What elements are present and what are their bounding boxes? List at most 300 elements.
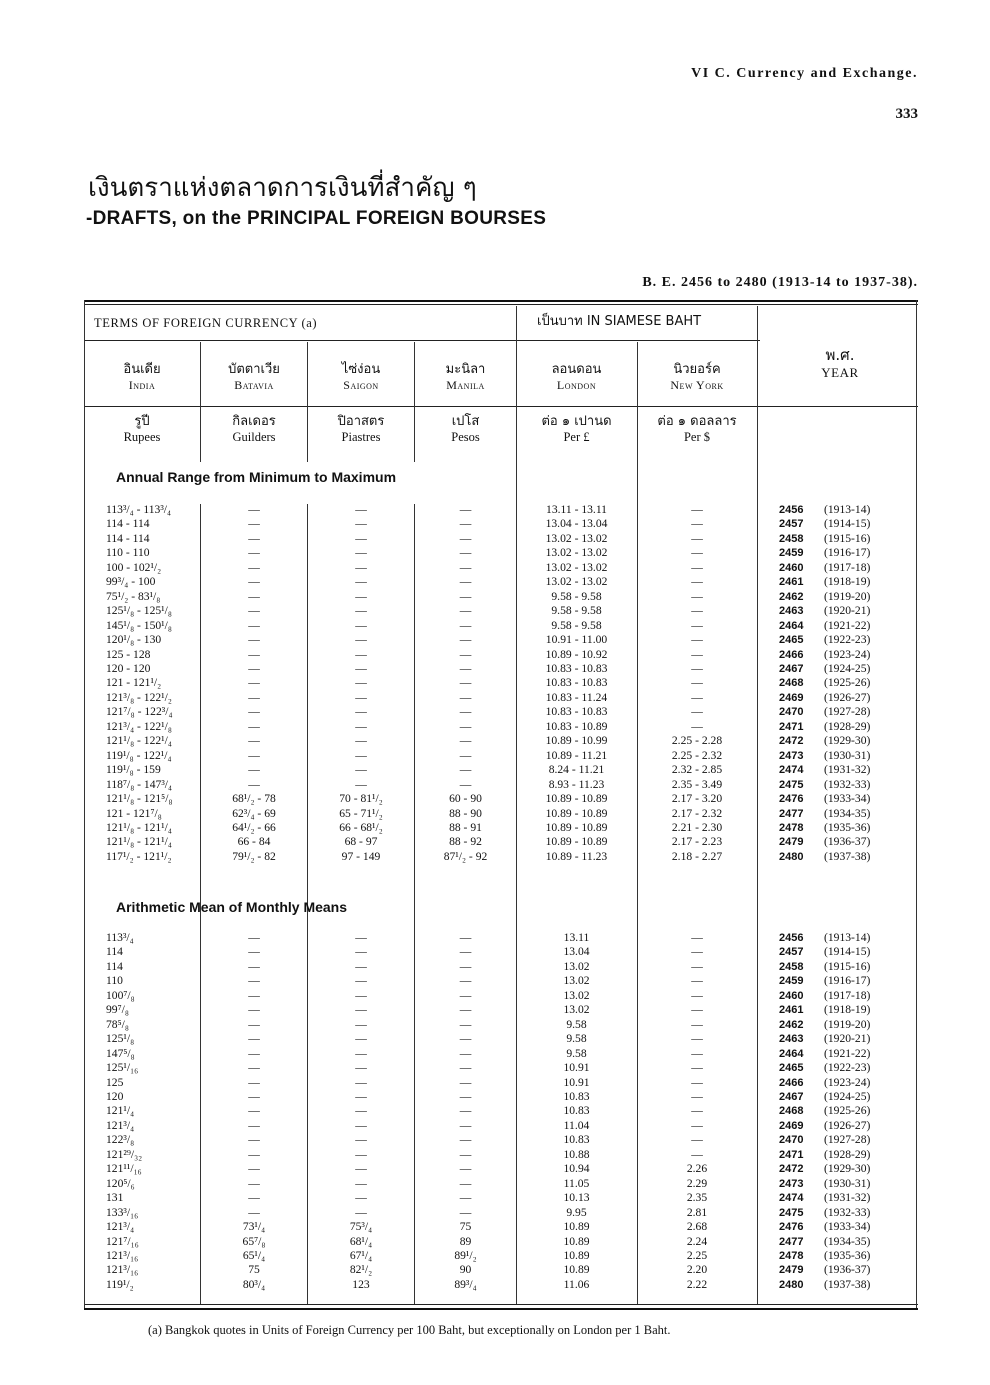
table-cell: 10.83 <box>563 1133 590 1147</box>
table-cell: 89¹/₂ <box>454 1248 477 1262</box>
year-ce: (1923-24) <box>824 1075 871 1089</box>
column-header-thai: มะนิลา <box>445 362 486 377</box>
table-cell: 10.89 - 10.89 <box>545 792 608 806</box>
header-year-label: YEAR <box>821 364 859 380</box>
year-ce: (1934-35) <box>824 806 871 820</box>
table-cell: — <box>355 1162 367 1176</box>
table-cell: — <box>248 1133 260 1147</box>
rule-header-2 <box>84 406 918 407</box>
table-cell: 10.89 <box>563 1263 590 1277</box>
year-ce: (1917-18) <box>824 560 871 574</box>
table-cell: 113³/₄ - 113³/₄ <box>106 503 172 516</box>
year-ce: (1933-34) <box>824 792 871 806</box>
table-cell: 120⁵/₆ <box>106 1176 135 1190</box>
table-cell: — <box>355 1104 367 1118</box>
column-header-thai: บัตตาเวีย <box>228 362 280 377</box>
table-cell: 10.89 - 10.99 <box>545 734 608 748</box>
table-cell: — <box>248 1147 260 1161</box>
table-cell: — <box>459 1191 472 1205</box>
table-cell: 9.95 <box>566 1205 587 1219</box>
table-cell: 121⁷/₈ - 122³/₄ <box>106 705 173 719</box>
table-cell: 10.89 - 10.89 <box>545 835 608 849</box>
year-be: 2477 <box>779 1235 804 1248</box>
table-cell: — <box>691 676 703 690</box>
table-cell: — <box>691 575 703 589</box>
table-cell: — <box>691 690 703 704</box>
table-cell: 119¹/₈ - 122¹/₄ <box>106 748 172 762</box>
table-cell: 10.83 - 10.83 <box>545 661 608 675</box>
table-cell: — <box>355 959 367 973</box>
table-cell: 123 <box>352 1277 370 1291</box>
table-cell: — <box>459 748 472 762</box>
year-ce: (1921-22) <box>824 1046 871 1060</box>
table-cell: — <box>459 988 472 1002</box>
table-cell: 2.17 - 2.32 <box>671 806 723 820</box>
table-cell: 11.04 <box>563 1118 590 1132</box>
table-cell: — <box>355 1032 367 1046</box>
year-be: 2458 <box>779 532 804 545</box>
table-cell: 13.02 <box>563 959 590 973</box>
table-cell: — <box>248 763 260 777</box>
col-divider <box>414 342 415 462</box>
table-cell: — <box>691 1032 703 1046</box>
rule-top <box>84 300 918 302</box>
table-cell: — <box>459 931 472 944</box>
year-be: 2470 <box>779 1134 804 1147</box>
year-ce: (1913-14) <box>824 931 871 944</box>
year-be-values <box>779 503 803 864</box>
column-unit-label: Per £ <box>563 430 590 445</box>
column-header-name: India <box>128 378 156 393</box>
year-be: 2465 <box>779 634 804 647</box>
rule-right <box>916 300 917 1308</box>
new-york-values <box>639 931 755 1292</box>
year-ce: (1914-15) <box>824 517 871 531</box>
table-cell: — <box>248 988 260 1002</box>
table-cell: — <box>691 560 703 574</box>
table-cell: 13.02 - 13.02 <box>545 560 608 574</box>
year-be: 2458 <box>779 960 804 973</box>
year-be: 2474 <box>779 1192 804 1205</box>
table-cell: — <box>459 1162 472 1176</box>
table-cell: — <box>248 1162 260 1176</box>
column-unit-label: Rupees <box>123 430 161 445</box>
table-cell: 131 <box>106 1191 124 1205</box>
table-cell: — <box>355 1046 367 1060</box>
table-cell: 90 <box>459 1263 472 1277</box>
table-cell: — <box>355 1191 367 1205</box>
rule-bottom <box>84 1308 918 1310</box>
table-cell: — <box>355 777 367 791</box>
table-cell: 120¹/₈ - 130 <box>106 633 162 647</box>
india-values <box>106 931 198 1292</box>
table-cell: 10.83 <box>563 1104 590 1118</box>
table-cell: — <box>355 763 367 777</box>
table-cell: 10.89 - 11.21 <box>545 748 608 762</box>
table-cell: 2.18 - 2.27 <box>671 849 723 863</box>
table-cell: — <box>459 531 472 545</box>
table-cell: — <box>248 546 260 560</box>
year-be: 2480 <box>779 850 804 863</box>
year-ce: (1935-36) <box>824 820 871 834</box>
year-ce: (1931-32) <box>824 1191 871 1205</box>
year-ce: (1936-37) <box>824 1263 871 1277</box>
table-cell: — <box>459 1205 472 1219</box>
year-be: 2467 <box>779 1090 804 1103</box>
table-cell: — <box>355 1205 367 1219</box>
table-cell: — <box>459 719 472 733</box>
table-cell: 89 <box>459 1234 472 1248</box>
year-be: 2480 <box>779 1278 804 1291</box>
table-cell: — <box>459 661 472 675</box>
table-cell: 125¹/₁₆ <box>106 1061 139 1075</box>
table-cell: 133³/₁₆ <box>106 1205 139 1219</box>
table-cell: — <box>248 777 260 791</box>
table-cell: — <box>355 1003 367 1017</box>
table-cell: 2.35 - 3.49 <box>671 777 723 791</box>
table-cell: 2.25 <box>686 1248 708 1262</box>
period-label: B. E. 2456 to 2480 (1913-14 to 1937-38). <box>642 275 918 290</box>
header-year <box>770 346 910 381</box>
table-cell: 2.21 - 2.30 <box>671 820 723 834</box>
year-be: 2468 <box>779 1105 804 1118</box>
year-be: 2456 <box>779 504 804 516</box>
table-cell: — <box>355 647 367 661</box>
year-be: 2472 <box>779 735 804 748</box>
table-cell: 2.29 <box>686 1176 708 1190</box>
table-cell: — <box>691 633 703 647</box>
table-cell: 100⁷/₈ <box>106 988 135 1002</box>
year-be: 2479 <box>779 836 804 849</box>
table-cell: 8.93 - 11.23 <box>548 777 605 791</box>
table-cell: — <box>459 1133 472 1147</box>
table-cell: — <box>691 604 703 618</box>
table-cell: 121³/₄ <box>106 1118 135 1132</box>
table-cell: 100 - 102¹/₂ <box>106 560 162 574</box>
year-ce-values <box>824 503 870 864</box>
london-values <box>518 931 635 1292</box>
london-values <box>518 503 635 864</box>
table-cell: — <box>355 1147 367 1161</box>
table-cell: 2.20 <box>686 1263 708 1277</box>
table-cell: — <box>459 1104 472 1118</box>
year-be: 2475 <box>779 778 804 791</box>
table-cell: — <box>355 503 367 516</box>
col-divider <box>200 342 201 462</box>
year-be: 2460 <box>779 561 804 574</box>
year-ce: (1929-30) <box>824 1162 871 1176</box>
table-cell: — <box>691 945 703 959</box>
table-cell: 119¹/₂ <box>106 1277 134 1291</box>
table-cell: 68 - 97 <box>344 835 378 849</box>
table-cell: — <box>459 589 472 603</box>
table-cell: 87¹/₂ - 92 <box>443 849 488 863</box>
year-be: 2476 <box>779 793 804 806</box>
table-cell: — <box>248 1061 260 1075</box>
table-cell: 117¹/₂ - 121¹/₂ <box>106 849 172 863</box>
table-cell: — <box>355 690 367 704</box>
year-ce: (1928-29) <box>824 1147 871 1161</box>
table-cell: 9.58 <box>566 1032 587 1046</box>
year-ce: (1916-17) <box>824 974 871 988</box>
table-cell: 2.17 - 3.20 <box>671 792 723 806</box>
year-ce: (1931-32) <box>824 763 871 777</box>
year-ce: (1937-38) <box>824 1277 871 1291</box>
table-cell: 75 <box>459 1220 472 1234</box>
col-divider <box>637 342 638 1304</box>
year-be: 2462 <box>779 1018 804 1031</box>
table-cell: — <box>248 589 260 603</box>
table-cell: 89³/₄ <box>454 1277 477 1291</box>
table-cell: — <box>355 546 367 560</box>
column-header-name: Manila <box>446 378 485 393</box>
table-cell: 9.58 <box>566 1017 587 1031</box>
table-cell: 110 - 110 <box>106 546 150 560</box>
table-cell: 120 <box>106 1089 124 1103</box>
column-header-thai: ไซ่ง่อน <box>341 362 381 377</box>
table-cell: — <box>691 719 703 733</box>
table-cell: 11.06 <box>563 1277 590 1291</box>
year-ce: (1926-27) <box>824 690 871 704</box>
table-cell: — <box>355 1118 367 1132</box>
table-cell: 125¹/₈ - 125¹/₈ <box>106 604 172 618</box>
table-cell: — <box>691 661 703 675</box>
col-divider <box>757 306 758 1304</box>
table-cell: 13.02 <box>563 974 590 988</box>
column-header <box>202 362 306 393</box>
table-cell: 113³/₄ <box>106 931 134 944</box>
footnote: (a) Bangkok quotes in Units of Foreign Currency per 100 Baht, but exceptionally on London per 1 Baht. <box>148 1323 671 1337</box>
year-be: 2463 <box>779 605 804 618</box>
table-cell: 99⁷/₈ <box>106 1003 129 1017</box>
year-ce: (1927-28) <box>824 1133 871 1147</box>
column-unit <box>309 414 413 446</box>
table-cell: 114 - 114 <box>106 517 150 531</box>
table-cell: — <box>459 604 472 618</box>
table-cell: 13.11 - 13.11 <box>546 503 607 516</box>
column-unit <box>518 414 635 446</box>
table-cell: — <box>248 503 260 516</box>
rule-bottom-inner <box>84 1304 918 1305</box>
section-header: VI C. Currency and Exchange. <box>691 66 918 81</box>
table-cell: — <box>691 1017 703 1031</box>
table-cell: — <box>248 1032 260 1046</box>
table-cell: — <box>459 777 472 791</box>
year-ce: (1918-19) <box>824 1003 871 1017</box>
table-cell: — <box>355 661 367 675</box>
table-cell: 10.94 <box>563 1162 590 1176</box>
table-cell: 67¹/₄ <box>349 1248 373 1262</box>
table-cell: 2.32 - 2.85 <box>671 763 723 777</box>
year-ce: (1922-23) <box>824 633 871 647</box>
table-cell: 10.13 <box>563 1191 590 1205</box>
saigon-values <box>309 931 413 1292</box>
table-cell: 121³/₄ <box>106 1220 135 1234</box>
year-be: 2471 <box>779 720 804 733</box>
column-unit <box>202 414 306 446</box>
table-cell: — <box>459 959 472 973</box>
table-cell: 121¹/₄ <box>106 1104 135 1118</box>
table-cell: 66 - 68¹/₂ <box>339 820 383 834</box>
column-unit-label: Per $ <box>683 430 711 445</box>
table-cell: 65⁷/₈ <box>242 1234 266 1248</box>
table-cell: — <box>248 734 260 748</box>
year-be: 2471 <box>779 1148 804 1161</box>
year-be: 2457 <box>779 946 804 959</box>
column-unit <box>639 414 755 446</box>
table-cell: 121¹/₈ - 121¹/₄ <box>106 835 172 849</box>
table-cell: — <box>248 748 260 762</box>
batavia-values <box>202 503 306 864</box>
table-cell: — <box>248 1191 260 1205</box>
table-cell: 121¹/₈ - 122¹/₄ <box>106 734 172 748</box>
table-cell: — <box>248 676 260 690</box>
table-cell: 88 - 91 <box>449 820 482 834</box>
year-ce: (1919-20) <box>824 1017 871 1031</box>
year-be: 2461 <box>779 576 804 589</box>
table-cell: 10.91 <box>563 1075 590 1089</box>
table-cell: — <box>691 931 703 944</box>
table-cell: — <box>691 1003 703 1017</box>
table-cell: 122³/₈ <box>106 1133 135 1147</box>
table-cell: 10.91 <box>563 1061 590 1075</box>
year-be: 2478 <box>779 821 804 834</box>
table-cell: — <box>459 618 472 632</box>
table-cell: — <box>459 647 472 661</box>
table-cell: — <box>248 1176 260 1190</box>
table-cell: — <box>459 1017 472 1031</box>
year-be: 2464 <box>779 619 804 632</box>
table-cell: — <box>355 676 367 690</box>
table-cell: 145¹/₈ - 150¹/₈ <box>106 618 172 632</box>
year-ce: (1932-33) <box>824 777 871 791</box>
page-title-thai: เงินตราแห่งตลาดการเงินที่สำคัญ ๆ <box>88 173 477 203</box>
table-cell: — <box>691 546 703 560</box>
table-cell: 2.24 <box>686 1234 708 1248</box>
column-header-name: London <box>556 378 597 393</box>
table-cell: 10.83 - 11.24 <box>545 690 608 704</box>
table-cell: — <box>691 1061 703 1075</box>
table-cell: 2.25 - 2.28 <box>671 734 723 748</box>
page-title: -DRAFTS, on the PRINCIPAL FOREIGN BOURSES <box>86 208 547 229</box>
table-cell: 13.02 <box>563 1003 590 1017</box>
year-be: 2464 <box>779 1047 804 1060</box>
table-cell: 79¹/₂ - 82 <box>232 849 276 863</box>
table-cell: — <box>355 604 367 618</box>
table-cell: — <box>248 661 260 675</box>
year-be: 2466 <box>779 1076 804 1089</box>
column-header-thai: ลอนดอน <box>551 362 602 377</box>
col-divider <box>307 342 308 462</box>
table-cell: 97 - 149 <box>341 849 381 863</box>
year-be: 2473 <box>779 749 804 762</box>
table-cell: — <box>248 1003 260 1017</box>
saigon-values <box>309 503 413 864</box>
table-cell: — <box>248 647 260 661</box>
year-ce: (1918-19) <box>824 575 871 589</box>
table-cell: — <box>459 633 472 647</box>
year-be: 2465 <box>779 1062 804 1075</box>
table-cell: — <box>355 1017 367 1031</box>
table-cell: 2.81 <box>686 1205 708 1219</box>
rule-left <box>84 300 85 1308</box>
year-ce: (1934-35) <box>824 1234 871 1248</box>
table-cell: 10.89 - 10.92 <box>545 647 608 661</box>
table-cell: 125 - 128 <box>106 647 151 661</box>
year-ce: (1937-38) <box>824 849 871 863</box>
table-cell: 68¹/₂ - 78 <box>232 792 276 806</box>
year-ce: (1928-29) <box>824 719 871 733</box>
table-cell: 120 - 120 <box>106 661 151 675</box>
column-unit-thai: กิลเดอร <box>232 414 276 429</box>
table-cell: — <box>459 1147 472 1161</box>
table-cell: 118⁷/₈ - 147³/₄ <box>106 777 173 791</box>
year-ce: (1920-21) <box>824 604 871 618</box>
header-year-thai: พ.ศ. <box>825 346 855 364</box>
year-be: 2459 <box>779 547 804 560</box>
table-cell: — <box>355 1176 367 1190</box>
table-cell: — <box>248 690 260 704</box>
section-title-arithmetic-mean: Arithmetic Mean of Monthly Means <box>116 899 348 915</box>
table-cell: — <box>248 1075 260 1089</box>
header-in-baht: เป็นบาท IN SIAMESE BAHT <box>537 314 702 329</box>
manila-values <box>416 931 515 1292</box>
table-cell: 121³/₈ - 122¹/₂ <box>106 690 172 704</box>
year-be: 2469 <box>779 691 804 704</box>
table-cell: — <box>459 575 472 589</box>
year-ce: (1913-14) <box>824 503 871 516</box>
year-ce: (1932-33) <box>824 1205 871 1219</box>
table-cell: — <box>691 1089 703 1103</box>
table-cell: 2.22 <box>686 1277 708 1291</box>
table-cell: — <box>248 974 260 988</box>
year-be: 2461 <box>779 1004 804 1017</box>
table-cell: 80³/₄ <box>242 1277 266 1291</box>
year-ce: (1930-31) <box>824 748 871 762</box>
table-cell: 82¹/₂ <box>349 1263 373 1277</box>
india-values <box>106 503 198 864</box>
section-title-annual-range: Annual Range from Minimum to Maximum <box>116 469 397 485</box>
year-ce: (1925-26) <box>824 1104 871 1118</box>
table-cell: 2.35 <box>686 1191 708 1205</box>
table-cell: 10.83 <box>563 1089 590 1103</box>
table-cell: 9.58 - 9.58 <box>551 589 602 603</box>
table-cell: — <box>248 1017 260 1031</box>
table-cell: — <box>459 1032 472 1046</box>
table-cell: 2.68 <box>686 1220 708 1234</box>
table-cell: — <box>459 1089 472 1103</box>
table-cell: — <box>691 974 703 988</box>
table-cell: — <box>691 959 703 973</box>
table-cell: — <box>691 1147 703 1161</box>
table-cell: 121¹/₈ - 121¹/₄ <box>106 820 172 834</box>
table-cell: 10.88 <box>563 1147 590 1161</box>
table-cell: 121³/₁₆ <box>106 1248 139 1262</box>
table-cell: — <box>459 945 472 959</box>
year-ce: (1914-15) <box>824 945 871 959</box>
table-cell: — <box>691 618 703 632</box>
column-unit-label: Pesos <box>451 430 480 445</box>
year-be: 2472 <box>779 1163 804 1176</box>
table-cell: 147⁵/₈ <box>106 1046 135 1060</box>
table-cell: 121³/₁₆ <box>106 1263 139 1277</box>
table-cell: — <box>355 988 367 1002</box>
table-cell: 2.17 - 2.23 <box>671 835 723 849</box>
table-cell: — <box>691 705 703 719</box>
table-cell: — <box>355 633 367 647</box>
column-unit-label: Guilders <box>232 430 276 445</box>
year-ce: (1929-30) <box>824 734 871 748</box>
